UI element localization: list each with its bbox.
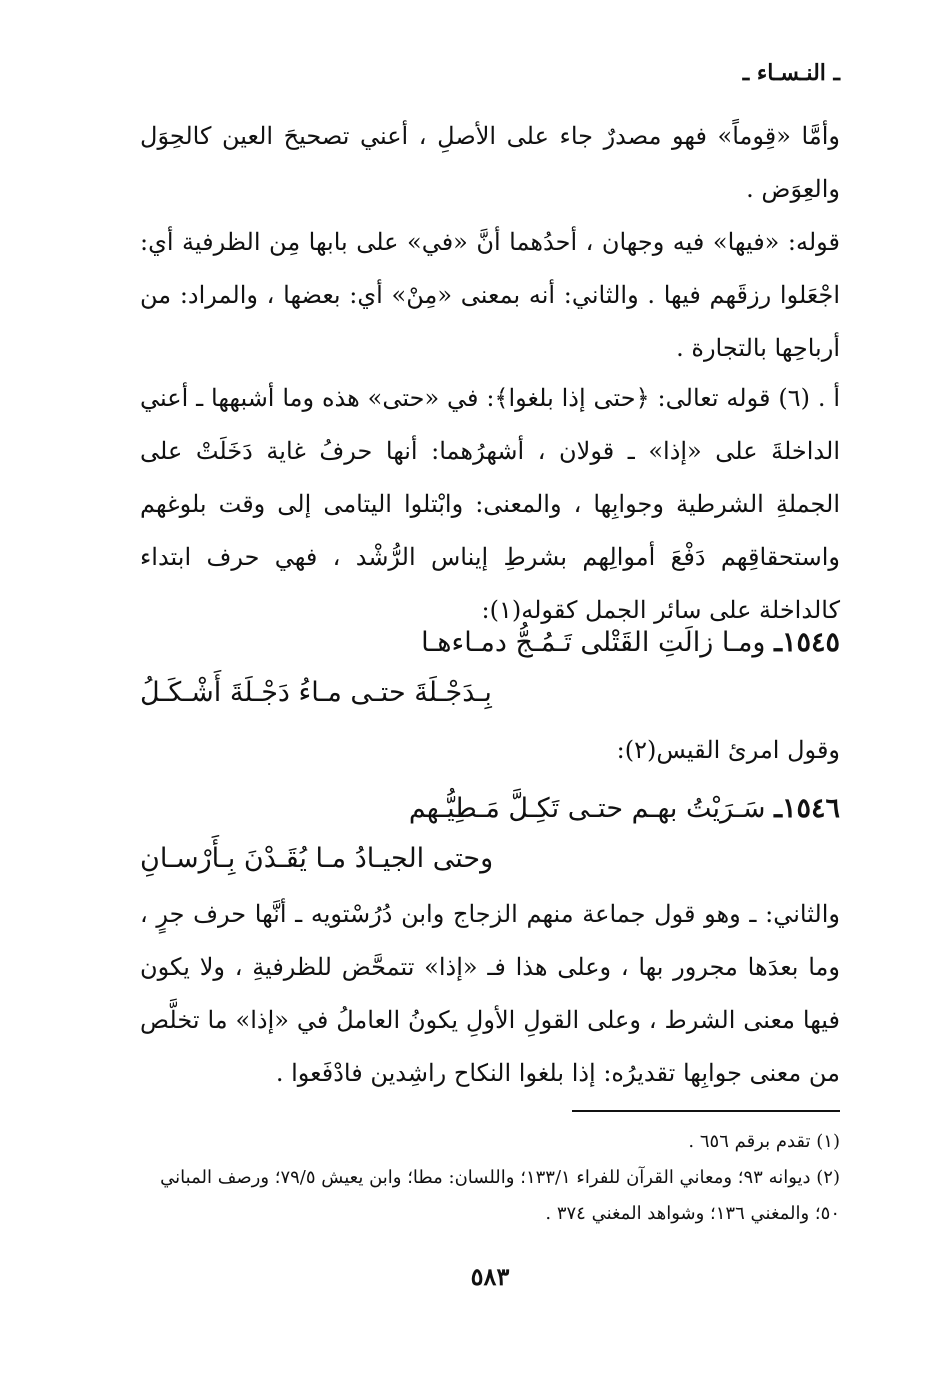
paragraph-1: وأمَّا «قِوماً» فهو مصدرٌ جاء على الأصلِ ، أعني تصحيحَ العين كالحِوَل والعِوَض . [140,122,840,203]
page-number: ٥٨٣ [470,1262,510,1291]
verse-1545 [140,618,840,718]
footnote-divider [572,1110,840,1112]
verse-1545-line1 [140,618,840,668]
verse-1545-hemistich-1: ومـا زالَتِ القَتْلى تَـمُـجُّ دمـاءهـا [421,627,766,658]
footnote-2: (٢) ديوانه ٩٣؛ ومعاني القرآن للفراء ١٣٣/١؛ واللسان: مطا؛ وابن يعيش ٧٩/٥؛ ورصف المباني ٥٠؛ والمغني ١٣٦؛ وشواهد المغني ٣٧٤ . [160,1167,840,1224]
paragraph-3: أ . (٦) قوله تعالى: ﴿حتى إذا بلغوا﴾: في «حتى» هذه وما أشبهها ـ أعني الداخلةَ على «إذا» ـ قولان ، أشهرُهما: أنها حرفُ غاية دَخَلَتْ على الجملةِ الشرطية وجوابِها ، والمعنى: وابْتلوا اليتامى إلى وقت بلوغهم واستحقاقِهم دَفْعَ أموالِهم بشرطِ إيناس الرُّشْد ، فهي حرف ابتداء كالداخلة على سائر الجمل كقوله(١): [140,384,840,624]
verse-1546-number: ١٥٤٦ـ [774,793,840,824]
footnote-1: (١) تقدم برقم ٦٥٦ . [688,1131,840,1152]
paragraph-5: والثاني: ـ وهو قول جماعة منهم الزجاج وابن دُرُسْتويه ـ أنَّها حرف جرٍ ، وما بعدَها مجرور بها ، وعلى هذا فـ «إذا» تتمحَّض للظرفيةِ ، ولا يكون فيها معنى الشرط ، وعلى القولِ الأولِ يكونُ العاملُ في «إذا» ما تخلَّص من معنى جوابِها تقديرُه: إذا بلغوا النكاح راشِدين فادْفَعوا . [140,900,840,1087]
verse-1546-hemistich-1: سَـرَيْتُ بهـم حتـى تَكِـلَّ مَـطِيُّـهم [408,793,766,824]
running-header: ـ النـسـاء ـ [742,60,840,86]
verse-1546 [140,784,840,884]
verse-1545-number: ١٥٤٥ـ [774,627,840,658]
footnotes [140,1124,840,1232]
paragraph-2: قوله: «فيها» فيه وجهان ، أحدُهما أنَّ «في» على بابها مِن الظرفية أي: اجْعَلوا رزقَهم فيها . والثاني: أنه بمعنى «مِنْ» أي: بعضها ، والمراد: من أرباحِها بالتجارة . [140,228,840,362]
document-page [140,0,840,1375]
verse-1546-hemistich-2: وحتى الجيـادُ مـا يُقَـدْنَ بِـأَرْسـانِ [140,843,494,874]
paragraph-4: وقول امرئ القيس(٢): [616,736,840,764]
verse-1545-hemistich-2: بِـدَجْـلَةَ حتـى مـاءُ دَجْـلَةَ أَشْـكَـلُ [140,677,492,708]
verse-1546-line1 [140,784,840,834]
